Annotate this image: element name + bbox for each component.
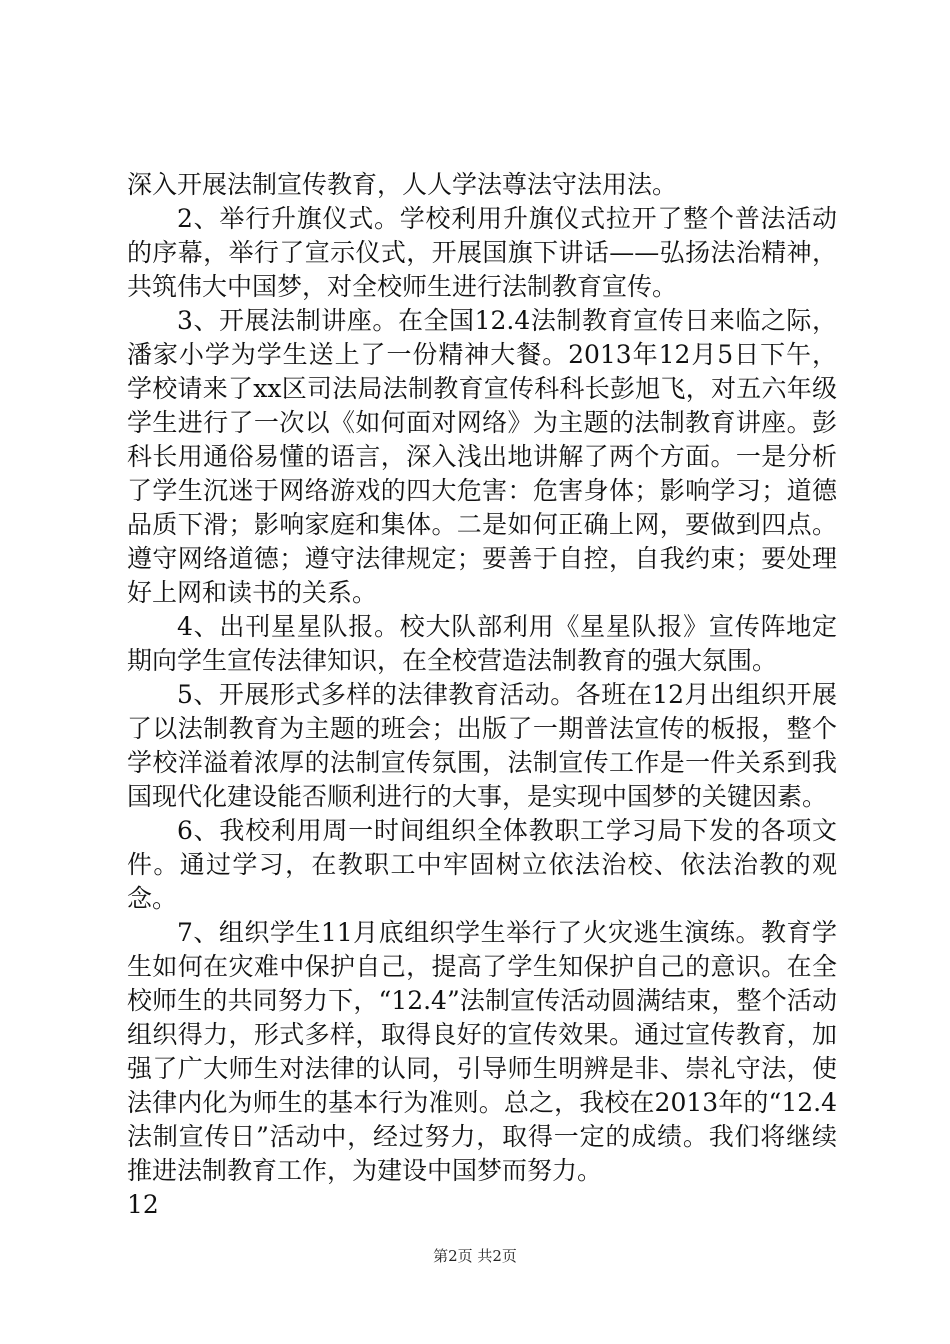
paragraph-staff-study: 6、我校利用周一时间组织全体教职工学习局下发的各项文件。通过学习，在教职工中牢固树立依法治校、依法治教的观念。: [127, 816, 837, 913]
document-body: [127, 168, 837, 1222]
page-footer: 第2页 共2页: [433, 1247, 517, 1265]
paragraph-fire-drill-summary: 7、组织学生11月底组织学生举行了火灾逃生演练。教育学生如何在灾难中保护自己，提高了学生知保护自己的意识。在全校师生的共同努力下，“12.4”法制宣传活动圆满结束，整个活动组织得力，形式多样，取得良好的宣传效果。通过宣传教育，加强了广大师生对法律的认同，引导师生明辨是非、崇礼守法，使法律内化为师生的基本行为准则。总之，我校在2013年的“12.4法制宣传日”活动中，经过努力，取得一定的成绩。我们将继续推进法制教育工作，为建设中国梦而努力。: [127, 918, 837, 1185]
paragraph-continuation: 深入开展法制宣传教育，人人学法尊法守法用法。: [127, 170, 678, 199]
paragraph-education-activities: 5、开展形式多样的法律教育活动。各班在12月出组织开展了以法制教育为主题的班会；出版了一期普法宣传的板报，整个学校洋溢着浓厚的法制宣传氛围，法制宣传工作是一件关系到我国现代化建设能否顺利进行的大事，是实现中国梦的关键因素。: [127, 680, 837, 811]
paragraph-law-lecture: 3、开展法制讲座。在全国12.4法制教育宣传日来临之际，潘家小学为学生送上了一份精神大餐。2013年12月5日下午，学校请来了xx区司法局法制教育宣传科科长彭旭飞，对五六年级学生进行了一次以《如何面对网络》为主题的法制教育讲座。彭科长用通俗易懂的语言，深入浅出地讲解了两个方面。一是分析了学生沉迷于网络游戏的四大危害：危害身体；影响学习；道德品质下滑；影响家庭和集体。二是如何正确上网，要做到四点。遵守网络道德；遵守法律规定；要善于自控，自我约束；要处理好上网和读书的关系。: [127, 306, 837, 607]
paragraph-flag-ceremony: 2、举行升旗仪式。学校利用升旗仪式拉开了整个普法活动的序幕，举行了宣示仪式，开展国旗下讲话——弘扬法治精神，共筑伟大中国梦，对全校师生进行法制教育宣传。: [127, 204, 837, 301]
paragraph-trailing-number: 12: [127, 1190, 159, 1219]
paragraph-star-newsletter: 4、出刊星星队报。校大队部利用《星星队报》宣传阵地定期向学生宣传法律知识，在全校营造法制教育的强大氛围。: [127, 612, 837, 675]
